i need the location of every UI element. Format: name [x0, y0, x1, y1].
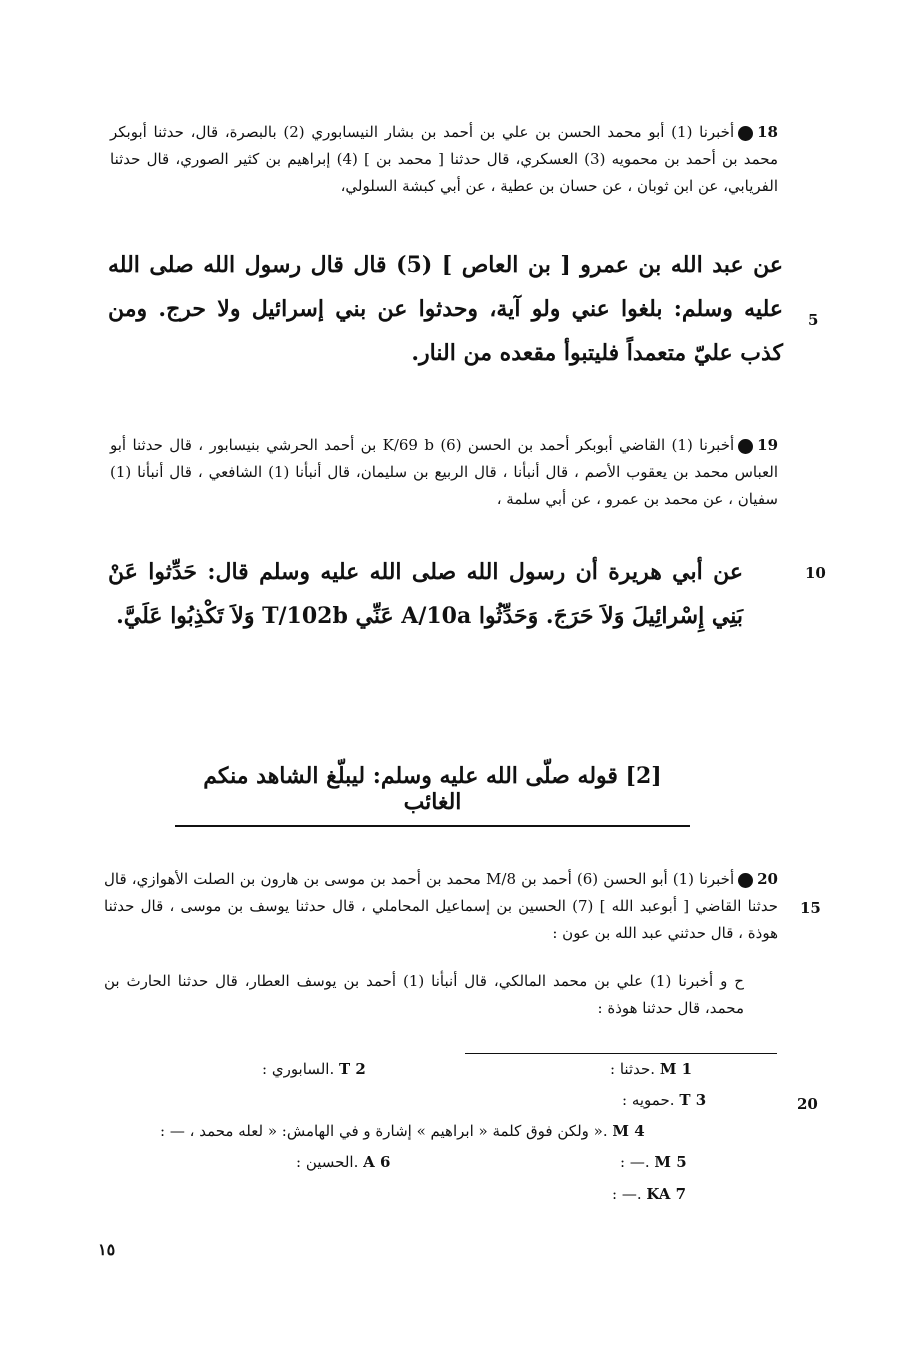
isnad-text: أخبرنا (1) القاضي أبوبكر أحمد بن الحسن (6) K/69 b بن أحمد الحرشي بنيسابور ، قال حدثنا أبو العباس محمد بن يعقوب الأصم ، قال أنبأنا ، قال الربيع بن سليمان، قال أنبأنا (1) الشافعي ، قال أنبأنا (1) سفيان ، عن محمد بن عمرو ، عن أبي سلمة ، — [110, 436, 778, 508]
section-heading: [2] قوله صلّى الله عليه وسلم: ليبلّغ الشاهد منكم الغائب — [175, 763, 690, 827]
matn-text: عن عبد الله بن عمرو [ بن العاص ] (5) قال قال رسول الله صلى الله عليه وسلم: بلغوا عني ولو آية، وحدثوا عن بني إسرائيل ولا حرج. ومن كذب عليّ متعمداً فليتبوأ مقعده من النار. — [108, 252, 783, 366]
footnote-4: : — ، ولكن فوق كلمة « ابراهيم » إشارة و في الهامش: « لعله محمد ». M 4 — [160, 1122, 645, 1140]
line-number: 10 — [805, 564, 826, 582]
line-number: 15 — [800, 899, 821, 917]
hadith-number: 19 — [757, 436, 779, 454]
isnad-text: أخبرنا (1) أبو محمد الحسن بن علي بن أحمد بن بشار النيسابوري (2) بالبصرة، قال، حدثنا أبوبكر محمد بن أحمد بن محمويه (3) العسكري، قال حدثنا [ محمد بن ] (4) إبراهيم بن كثير الصوري، قال حدثنا الفريابي، عن ابن ثوبان ، عن حسان بن عطية ، عن أبي كبشة السلولي، — [110, 123, 779, 195]
footnote-1: : حدثنا. M 1 — [610, 1060, 693, 1078]
footnote-rule — [465, 1053, 777, 1054]
footnote-2: : السابوري. T 2 — [262, 1060, 366, 1078]
hadith-number: 18 — [757, 123, 778, 141]
hadith-19-matn — [108, 550, 743, 638]
line-number: 5 — [808, 311, 819, 329]
footnote-6: : الحسين. A 6 — [296, 1153, 391, 1171]
hadith-19-isnad — [110, 432, 778, 513]
hadith-20-isnad — [104, 866, 778, 947]
page-number: ١٥ — [98, 1240, 116, 1259]
hadith-number: 20 — [757, 870, 778, 888]
hadith-18-matn — [108, 243, 783, 375]
hadith-18-isnad — [110, 119, 778, 200]
bullet-dot-icon — [738, 439, 753, 454]
matn-text: عن أبي هريرة أن رسول الله صلى الله عليه وسلم قال: حَدِّثوا عَنْ بَنِي إِسْرائِيلَ وَلاَ حَرَجَ. وَحَدِّثُوا A/10a عَنِّي T/102b وَلاَ تَكْذِبُوا عَلَيَّ. — [108, 559, 743, 629]
footnote-7: : —. KA 7 — [612, 1185, 687, 1203]
isnad-text: ح و أخبرنا (1) علي بن محمد المالكي، قال أنبأنا (1) أحمد بن يوسف العطار، قال حدثنا الحارث بن محمد، قال حدثنا هوذة : — [104, 972, 744, 1017]
line-number: 20 — [797, 1095, 818, 1113]
hadith-20-second-isnad — [104, 968, 744, 1022]
bullet-dot-icon — [738, 126, 753, 141]
footnote-3: : حمويه. T 3 — [622, 1091, 707, 1109]
footnote-5: : —. M 5 — [620, 1153, 687, 1171]
bullet-dot-icon — [738, 873, 753, 888]
isnad-text: أخبرنا (1) أبو الحسن (6) أحمد بن M/8 محمد بن أحمد بن موسى بن هارون بن الصلت الأهوازي، قال حدثنا القاضي [ أبوعبد الله ] (7) الحسين بن إسماعيل المحاملي ، قال حدثنا يوسف بن موسى ، قال حدثنا هوذة ، قال حدثني عبد الله بن عون : — [104, 870, 779, 942]
